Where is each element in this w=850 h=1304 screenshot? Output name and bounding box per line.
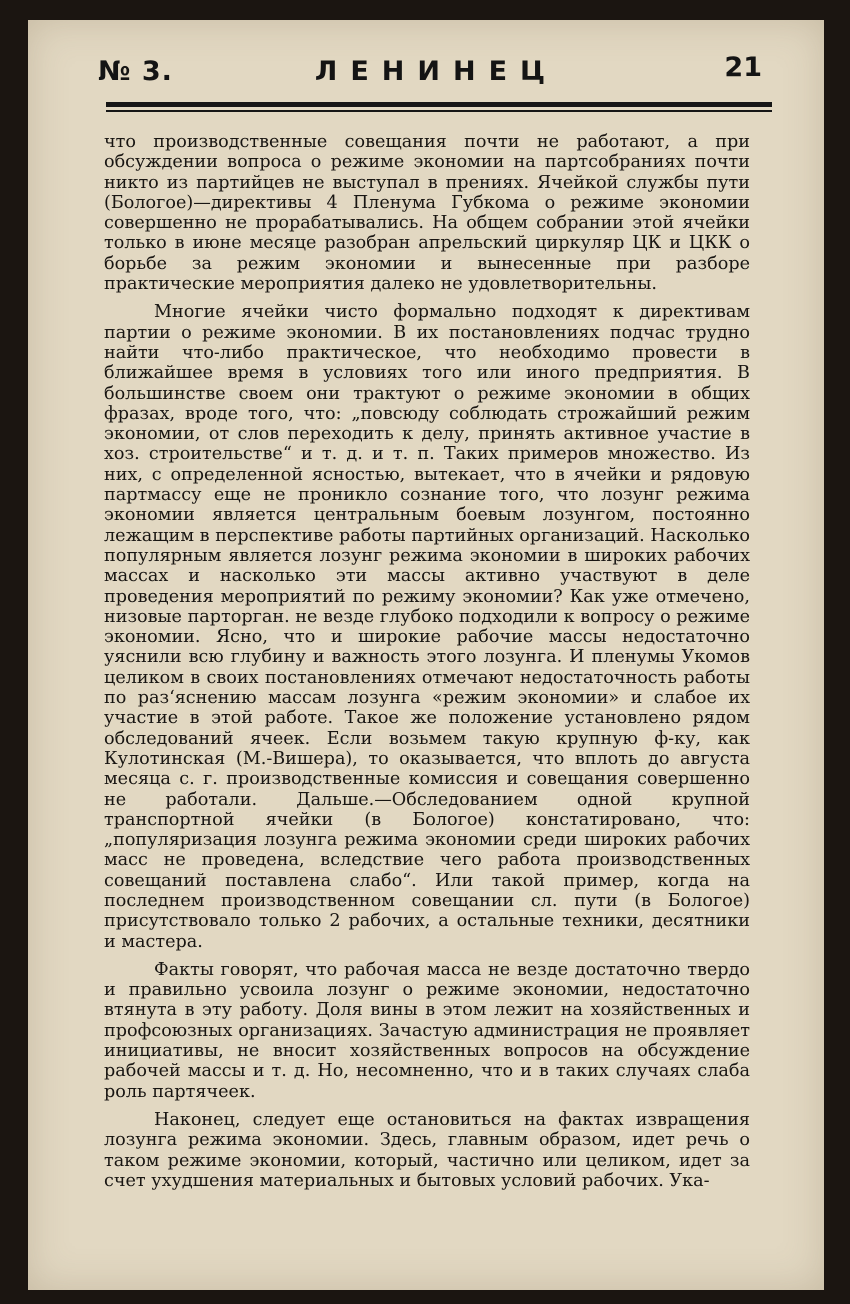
header-rule-thick bbox=[106, 102, 772, 107]
article-body bbox=[104, 132, 750, 1199]
page bbox=[28, 20, 824, 1290]
paragraph-3: Факты говорят, что рабочая масса не везде достаточно твердо и правильно усвоила лозунг о режиме экономии, недостаточно втянута в эту работу. Доля вины в этом лежит на хозяйственных и профсоюзных организациях. Зачастую администрация не проявляет инициативы, не вносит хозяйственных вопросов на обсуждение рабочей массы и т. д. Но, несомненно, что и в таких случаях слаба роль партячеек. bbox=[104, 959, 750, 1102]
paragraph-2: Многие ячейки чисто формально подходят к директивам партии о режиме экономии. В их постановлениях подчас трудно найти что-либо практическое, что необходимо провести в ближайшее время в условиях того или иного предприятия. В большинстве своем они трактуют о режиме экономии в общих фразах, вроде того, что: „повсюду соблюдать строжайший режим экономии, от слов переходить к делу, принять активное участие в хоз. строительстве“ и т. д. и т. п. Таких примеров множество. Из них, с определенной ясностью, вытекает, что в ячейки и рядовую партмассу еще не проникло сознание того, что лозунг режима экономии является центральным боевым лозунгом, постоянно лежащим в перспективе работы партийных организаций. Насколько популярным является лозунг режима экономии в широких рабочих массах и насколько эти массы активно участвуют в деле проведения мероприятий по режиму экономии? Как уже отмечено, низовые парторган. не везде глубоко подходили к вопросу о режиме экономии. Ясно, что и широкие рабочие массы недостаточно уяснили всю глубину и важность этого лозунга. И пленумы Укомов целиком в своих постановлениях отмечают недостаточность работы по раз‘яснению массам лозунга «режим экономии» и слабое их участие в этой работе. Такое же положение установлено рядом обследований ячеек. Если возьмем такую крупную ф-ку, как Кулотинская (М.-Вишера), то оказывается, что вплоть до августа месяца с. г. производственные комиссия и совещания совершенно не работали. Дальше.—Обследованием одной крупной транспортной ячейки (в Бологое) констатировано, что: „популяризация лозунга режима экономии среди широких рабочих масс не проведена, вследствие чего работа производственных совещаний поставлена слабо“. Или такой пример, когда на последнем производственном совещании сл. пути (в Бологое) присутствовало только 2 рабочих, а остальные техники, десятники и мастера. bbox=[104, 302, 750, 952]
page-header bbox=[98, 48, 762, 98]
journal-title: ЛЕНИНЕЦ bbox=[314, 56, 559, 87]
header-rule-thin bbox=[106, 110, 772, 112]
issue-number: № 3. bbox=[98, 56, 173, 87]
paragraph-4: Наконец, следует еще остановиться на фактах извращения лозунга режима экономии. Здесь, главным образом, идет речь о таком режиме экономии, который, частично или целиком, идет за счет ухудшения материальных и бытовых условий рабочих. Ука- bbox=[104, 1109, 750, 1191]
paragraph-1: что производственные совещания почти не работают, а при обсуждении вопроса о режиме экономии на партсобраниях почти никто из партийцев не выступал в прениях. Ячейкой службы пути (Бологое)—директивы 4 Пленума Губкома о режиме экономии совершенно не прорабатывались. На общем собрании этой ячейки только в июне месяце разобран апрельский циркуляр ЦК и ЦКК о борьбе за режим экономии и вынесенные при разборе практические мероприятия далеко не удовлетворительны. bbox=[104, 132, 750, 295]
page-number: 21 bbox=[724, 52, 762, 83]
